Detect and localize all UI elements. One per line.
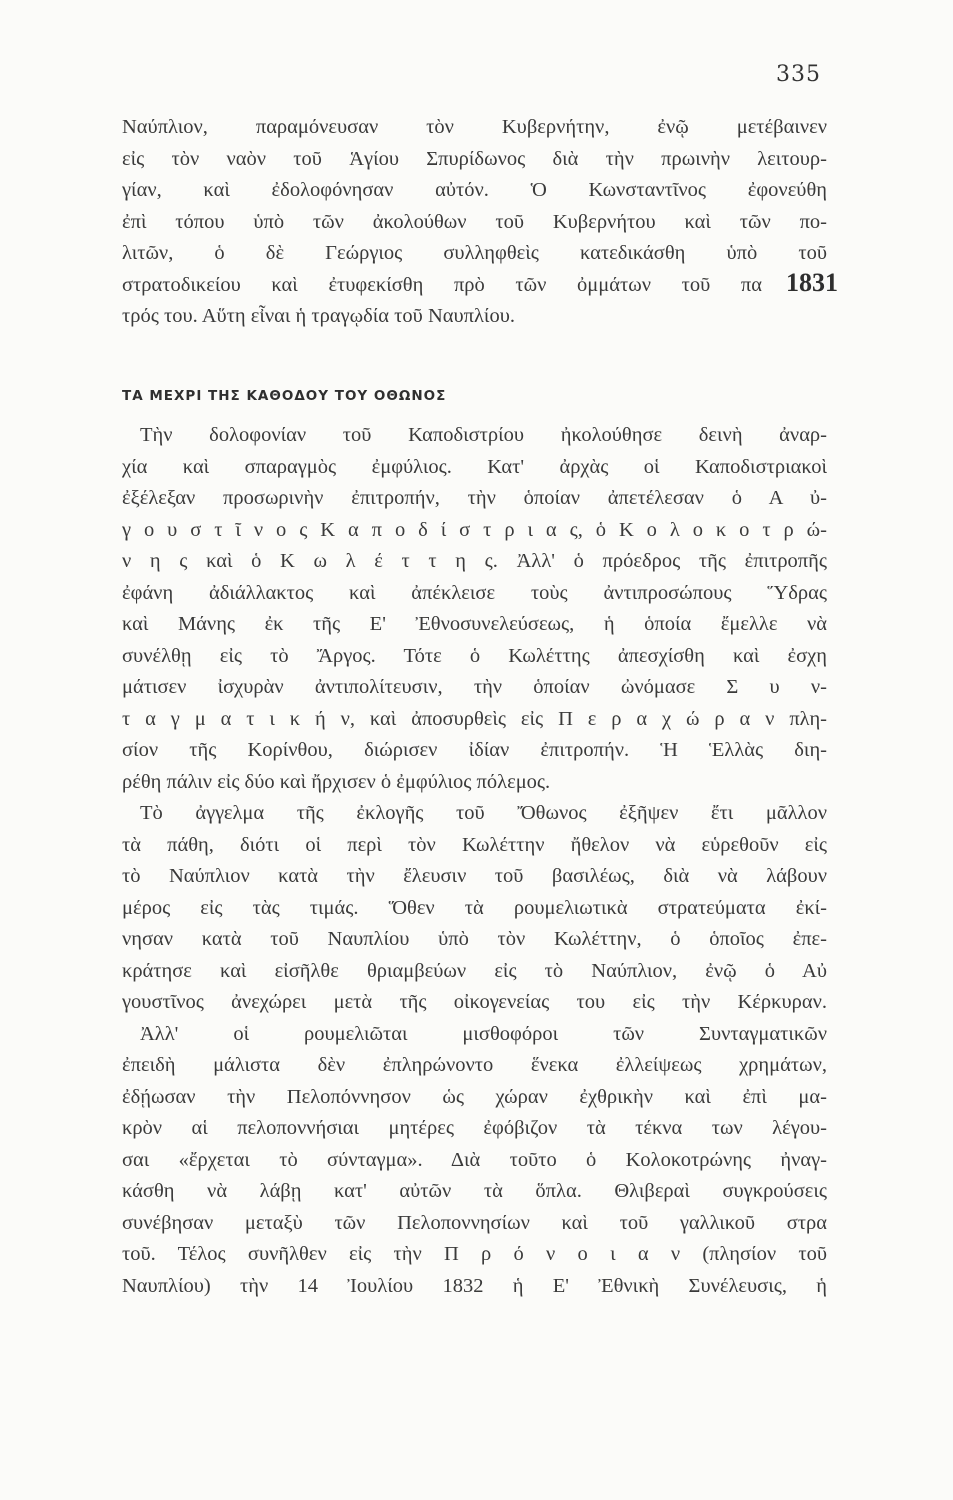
text-line: σαι «ἔρχεται τὸ σύνταγμα». Διὰ τοῦτο ὁ Κολοκοτρώνης ἠναγ- xyxy=(122,1148,827,1171)
text-line: εἰς τὸν ναὸν τοῦ Ἁγίου Σπυρίδωνος διὰ τὴν πρωινὴν λειτουρ- xyxy=(122,147,827,170)
text-line: κρὸν αἱ πελοποννήσιαι μητέρες ἐφόβιζον τὰ τέκνα των λέγου- xyxy=(122,1117,827,1139)
text-line: γουστῖνος ἀνεχώρει μετὰ τῆς οἰκογενείας του εἰς τὴν Κέρκυραν. xyxy=(122,991,827,1013)
text-line: τοῦ. Τέλος συνῆλθεν εἰς τὴν Π ρ ό ν ο ι α ν (πλησίον τοῦ xyxy=(122,1243,827,1265)
text-line: Τὴν δολοφονίαν τοῦ Καποδιστρίου ἠκολούθησε δεινὴ ἀναρ- xyxy=(140,424,827,446)
text-line: ρέθη πάλιν εἰς δύο καὶ ἤρχισεν ὁ ἐμφύλιος πόλεμος. xyxy=(122,770,551,793)
text-line: καὶ Μάνης ἐκ τῆς Ε' Ἐθνοσυνελεύσεως, ἡ ὁποία ἔμελλε νὰ xyxy=(122,613,827,635)
text-line: Τὸ ἀγγελμα τῆς ἐκλογῆς τοῦ Ὄθωνος ἐξῆψεν ἔτι μᾶλλον xyxy=(140,802,827,824)
text-line: σίον τῆς Κορίνθου, διώρισεν ἰδίαν ἐπιτροπήν. Ἡ Ἑλλὰς διη- xyxy=(122,739,827,761)
text-line: ἐδῄωσαν τὴν Πελοπόννησον ὡς χώραν ἐχθρικὴν καὶ ἐπὶ μα- xyxy=(122,1085,827,1108)
text-line: Ἀλλ' οἱ ρουμελιῶται μισθοφόροι τῶν Συνταγματικῶν xyxy=(140,1022,827,1045)
intro-paragraph xyxy=(122,112,827,333)
text-line: Ναύπλιον, παραμόνευσαν τὸν Κυβερνήτην, ἐνῷ μετέβαινεν xyxy=(122,116,827,138)
page-number: 335 xyxy=(776,62,821,87)
text-line: συνέβησαν μεταξὺ τῶν Πελοποννησίων καὶ τοῦ γαλλικοῦ στρα xyxy=(122,1211,827,1234)
text-line: τ α γ μ α τ ι κ ή ν, καὶ ἀποσυρθεὶς εἰς Π ε ρ α χ ώ ρ α ν πλη- xyxy=(122,707,827,730)
text-line: χία καὶ σπαραγμὸς ἐμφύλιος. Κατ' ἀρχὰς οἱ Καποδιστριακοὶ xyxy=(122,455,827,478)
text-line: Ναυπλίου) τὴν 14 Ἰουλίου 1832 ἡ Ε' Ἐθνικὴ Συνέλευσις, ἡ xyxy=(122,1274,827,1297)
text-line: νησαν κατὰ τοῦ Ναυπλίου ὑπὸ τὸν Κωλέττην, ὁ ὁποῖος ἐπε- xyxy=(122,928,827,950)
text-line: τὸ Ναύπλιον κατὰ τὴν ἔλευσιν τοῦ βασιλέως, διὰ νὰ λάβουν xyxy=(122,865,827,887)
text-line: γ ο υ σ τ ῖ ν ο ς Κ α π ο δ ί σ τ ρ ι α ς, ὁ Κ ο λ ο κ ο τ ρ ώ- xyxy=(122,518,827,541)
text-line: κράτησε καὶ εἰσῆλθε θριαμβεύων εἰς τὸ Ναύπλιον, ἐνῷ ὁ Αὐ xyxy=(122,959,827,982)
text-line: ἐξέλεξαν προσωρινὴν ἐπιτροπήν, τὴν ὁποίαν ἀπετέλεσαν ὁ Α ὐ- xyxy=(122,487,827,509)
section-heading: ΤΑ ΜΕΧΡΙ ΤΗΣ ΚΑΘΟΔΟΥ ΤΟΥ ΟΘΩΝΟΣ xyxy=(122,388,447,404)
text-line: μέρος εἰς τὰς τιμάς. Ὅθεν τὰ ρουμελιωτικὰ στρατεύματα ἐκί- xyxy=(122,896,827,919)
text-line: ἐπειδὴ μάλιστα δὲν ἐπληρώνοντο ἕνεκα ἐλλείψεως χρημάτων, xyxy=(122,1054,827,1076)
body-text xyxy=(122,420,827,1302)
text-line: λιτῶν, ὁ δὲ Γεώργιος συλληφθεὶς κατεδικάσθη ὑπὸ τοῦ xyxy=(122,242,827,264)
margin-year: 1831 xyxy=(786,268,838,297)
text-line: τὰ πάθη, διότι οἱ περὶ τὸν Κωλέττην ἤθελον νὰ εὑρεθοῦν εἰς xyxy=(122,833,827,856)
text-line: τρός του. Αὕτη εἶναι ἡ τραγῳδία τοῦ Ναυπλίου. xyxy=(122,305,515,327)
text-line: ν η ς καὶ ὁ Κ ω λ έ τ τ η ς. Ἀλλ' ὁ πρόεδρος τῆς ἐπιτροπῆς xyxy=(122,550,827,572)
text-line: μάτισεν ἰσχυρὰν ἀντιπολίτευσιν, τὴν ὁποίαν ὠνόμασε Σ υ ν- xyxy=(122,676,827,698)
text-line: συνέλθῃ εἰς τὸ Ἄργος. Τότε ὁ Κωλέττης ἀπεσχίσθη καὶ ἐσχη xyxy=(122,644,827,667)
text-line: στρατοδικείου καὶ ἐτυφεκίσθη πρὸ τῶν ὀμμάτων τοῦ πα xyxy=(122,273,762,296)
text-line: ἐφάνη ἀδιάλλακτος καὶ ἀπέκλεισε τοὺς ἀντιπροσώπους Ὕδρας xyxy=(122,581,827,604)
text-line: κάσθη νὰ λάβῃ κατ' αὐτῶν τὰ ὅπλα. Θλιβεραὶ συγκρούσεις xyxy=(122,1180,827,1202)
text-line: ἐπὶ τόπου ὑπὸ τῶν ἀκολούθων τοῦ Κυβερνήτου καὶ τῶν πο- xyxy=(122,210,827,233)
text-line: γίαν, καὶ ἐδολοφόνησαν αὐτόν. Ὁ Κωνσταντῖνος ἐφονεύθη xyxy=(122,179,827,201)
